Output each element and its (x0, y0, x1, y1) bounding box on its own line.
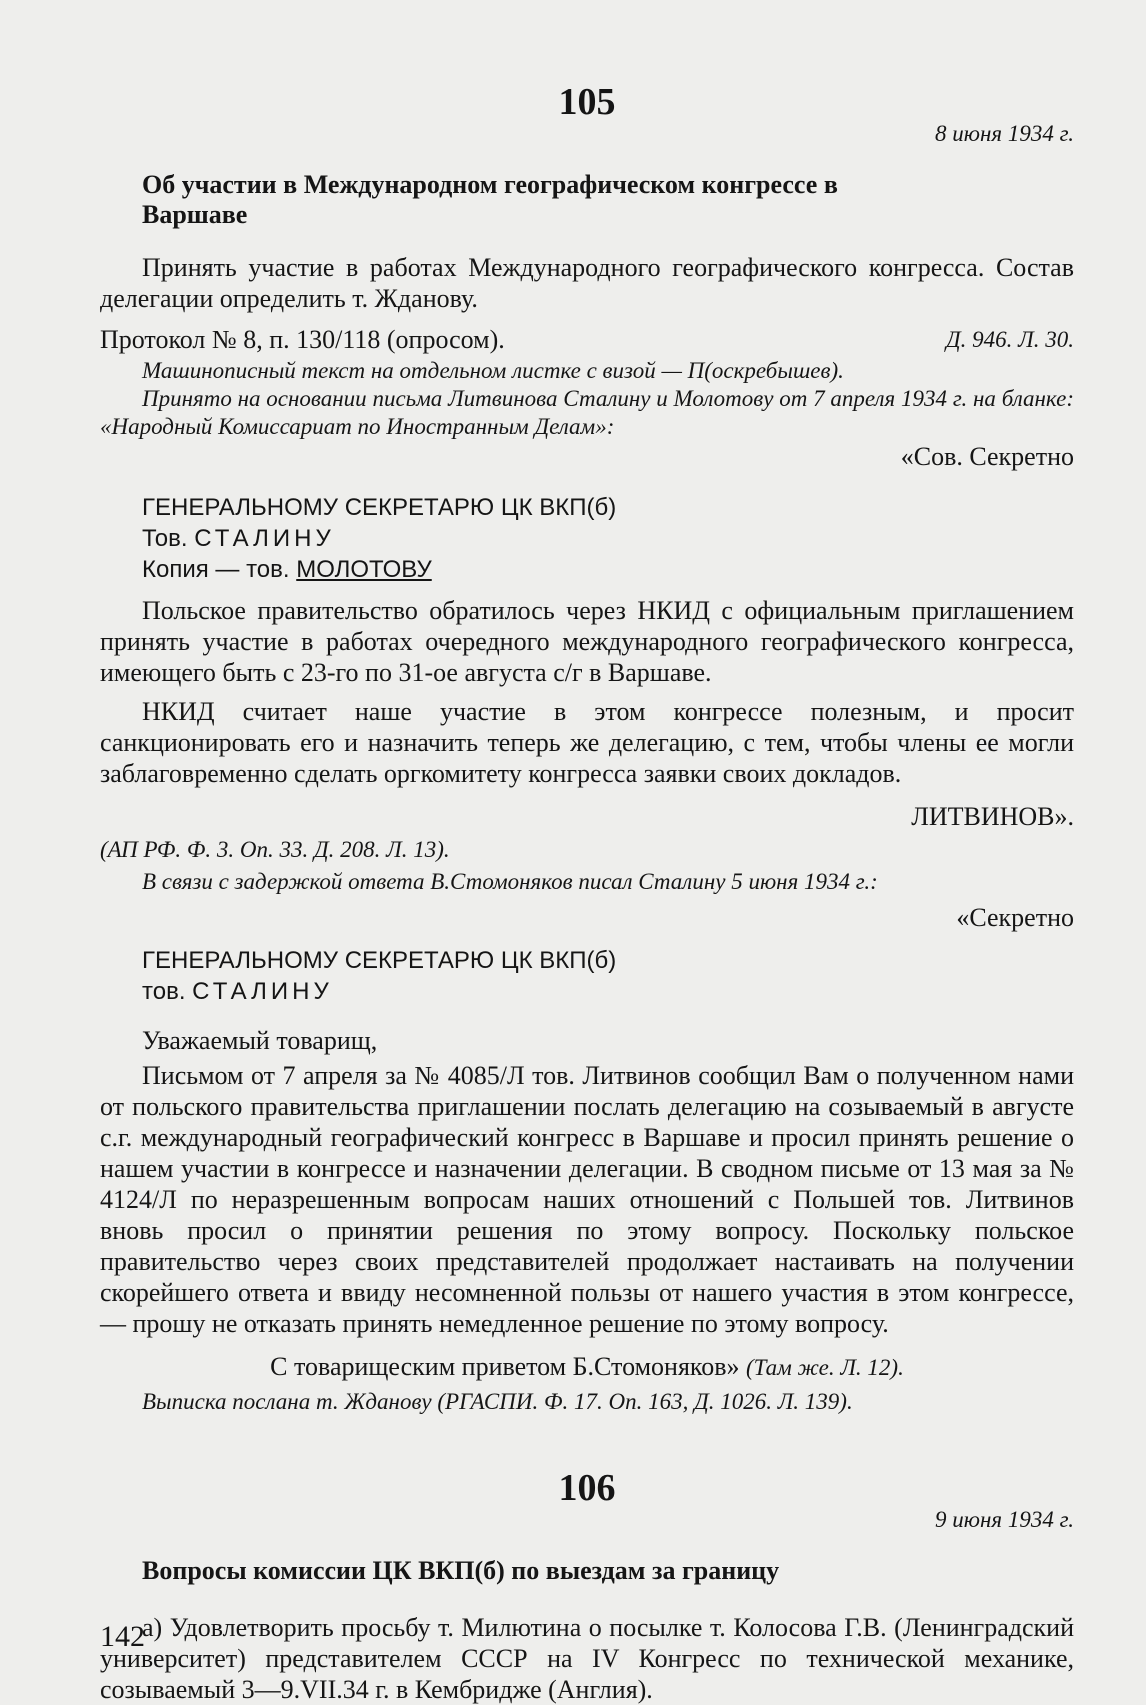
secrecy-mark: «Секретно (956, 903, 1074, 932)
note-delay: В связи с задержкой ответа В.Стомоняков писал Сталину 5 июня 1934 г.: (142, 869, 878, 894)
letter-paragraph: Письмом от 7 апреля за № 4085/Л тов. Литвинов сообщил Вам о полученном нами от польского правительства приглашении послать делегацию на созываемый в августе с.г. международный географический конгресс в Варшаве и просил принять решение о нашем участии в конгрессе и назначении делегации. В сводном письме от 13 мая за № 4124/Л по неразрешенным вопросам наших отношений с Польшей тов. Литвинов вновь просил о принятии решения по этому вопросу. Поскольку польское правительство через своих представителей продолжает настаивать на получении скорейшего ответа и ввиду несомненной пользы от нашего участия в этом конгрессе, — прошу не отказать принять немедленное решение по этому вопросу. (100, 1061, 1074, 1338)
section-date: 9 июня 1934 г. (935, 1507, 1074, 1532)
decision-text: Принять участие в работах Международного географического конгресса. Состав делегации определить т. Жданову. (100, 253, 1074, 313)
section-106 (100, 1466, 1074, 1705)
addressee-block (100, 945, 1074, 1007)
addressee-line: ГЕНЕРАЛЬНОМУ СЕКРЕТАРЮ ЦК ВКП(б) (142, 494, 617, 521)
addressee-name: СТАЛИНУ (192, 978, 333, 1005)
secrecy-mark: «Сов. Секретно (900, 442, 1074, 471)
section-title: Вопросы комиссии ЦК ВКП(б) по выездам за границу (142, 1556, 780, 1585)
addressee-prefix: тов. (142, 978, 186, 1005)
archive-ref: (АП РФ. Ф. 3. Оп. 33. Д. 208. Л. 13). (100, 837, 450, 862)
addressee-prefix: Тов. (142, 525, 188, 552)
note-basis: Принято на основании письма Литвинова Сталину и Молотову от 7 апреля 1934 г. на бланке: «Народный Комиссариат по Иностранным Делам»: (100, 386, 1074, 439)
note-excerpt: Выписка послана т. Жданову (РГАСПИ. Ф. 17. Оп. 163, Д. 1026. Л. 139). (142, 1389, 853, 1414)
addressee-prefix: Копия — тов. (142, 556, 290, 583)
note-typescript: Машинописный текст на отдельном листке с визой — П(оскребышев). (142, 358, 844, 383)
protocol-ref: Д. 946. Л. 30. (946, 327, 1074, 352)
addressee-block (100, 492, 1074, 585)
closing-line (100, 1351, 1074, 1382)
addressee-line (142, 976, 1074, 1007)
addressee-line: ГЕНЕРАЛЬНОМУ СЕКРЕТАРЮ ЦК ВКП(б) (142, 947, 617, 974)
letter-paragraph: НКИД считает наше участие в этом конгрессе полезным, и просит санкционировать его и назначить теперь же делегацию, с тем, чтобы члены ее могли заблаговременно сделать оргкомитету конгресса заявки своих докладов. (100, 697, 1074, 788)
letter-paragraph: Польское правительство обратилось через НКИД с официальным приглашением принять участие в работах очередного международного географического конгресса, имеющего быть с 23-го по 31-ое августа с/г в Варшаве. (100, 596, 1074, 687)
addressee-line (142, 523, 1074, 554)
page-number: 142 (100, 1620, 145, 1653)
section-number: 105 (558, 81, 616, 123)
addressee-line (142, 554, 1074, 585)
closing-ref: (Там же. Л. 12). (746, 1355, 904, 1380)
greeting: Уважаемый товарищ, (142, 1026, 378, 1055)
protocol-line (100, 324, 1074, 355)
item-a: а) Удовлетворить просьбу т. Милютина о посылке т. Колосова Г.В. (Ленинградский университет) представителем СССР на IV Конгресс по технической механике, созываемый 3—9.VII.34 г. в Кембридже (Англия). (100, 1613, 1074, 1704)
section-number: 106 (558, 1467, 616, 1509)
protocol-text: Протокол № 8, п. 130/118 (опросом). (100, 325, 505, 354)
signature: ЛИТВИНОВ». (911, 802, 1074, 831)
section-105 (100, 80, 1074, 1416)
section-date: 8 июня 1934 г. (935, 121, 1074, 146)
addressee-name: СТАЛИНУ (194, 525, 335, 552)
section-title: Об участии в Международном географическом конгрессе в Варшаве (142, 170, 838, 229)
closing-text: С товарищеским приветом Б.Стомоняков» (270, 1352, 740, 1381)
addressee-name: МОЛОТОВУ (296, 556, 432, 583)
